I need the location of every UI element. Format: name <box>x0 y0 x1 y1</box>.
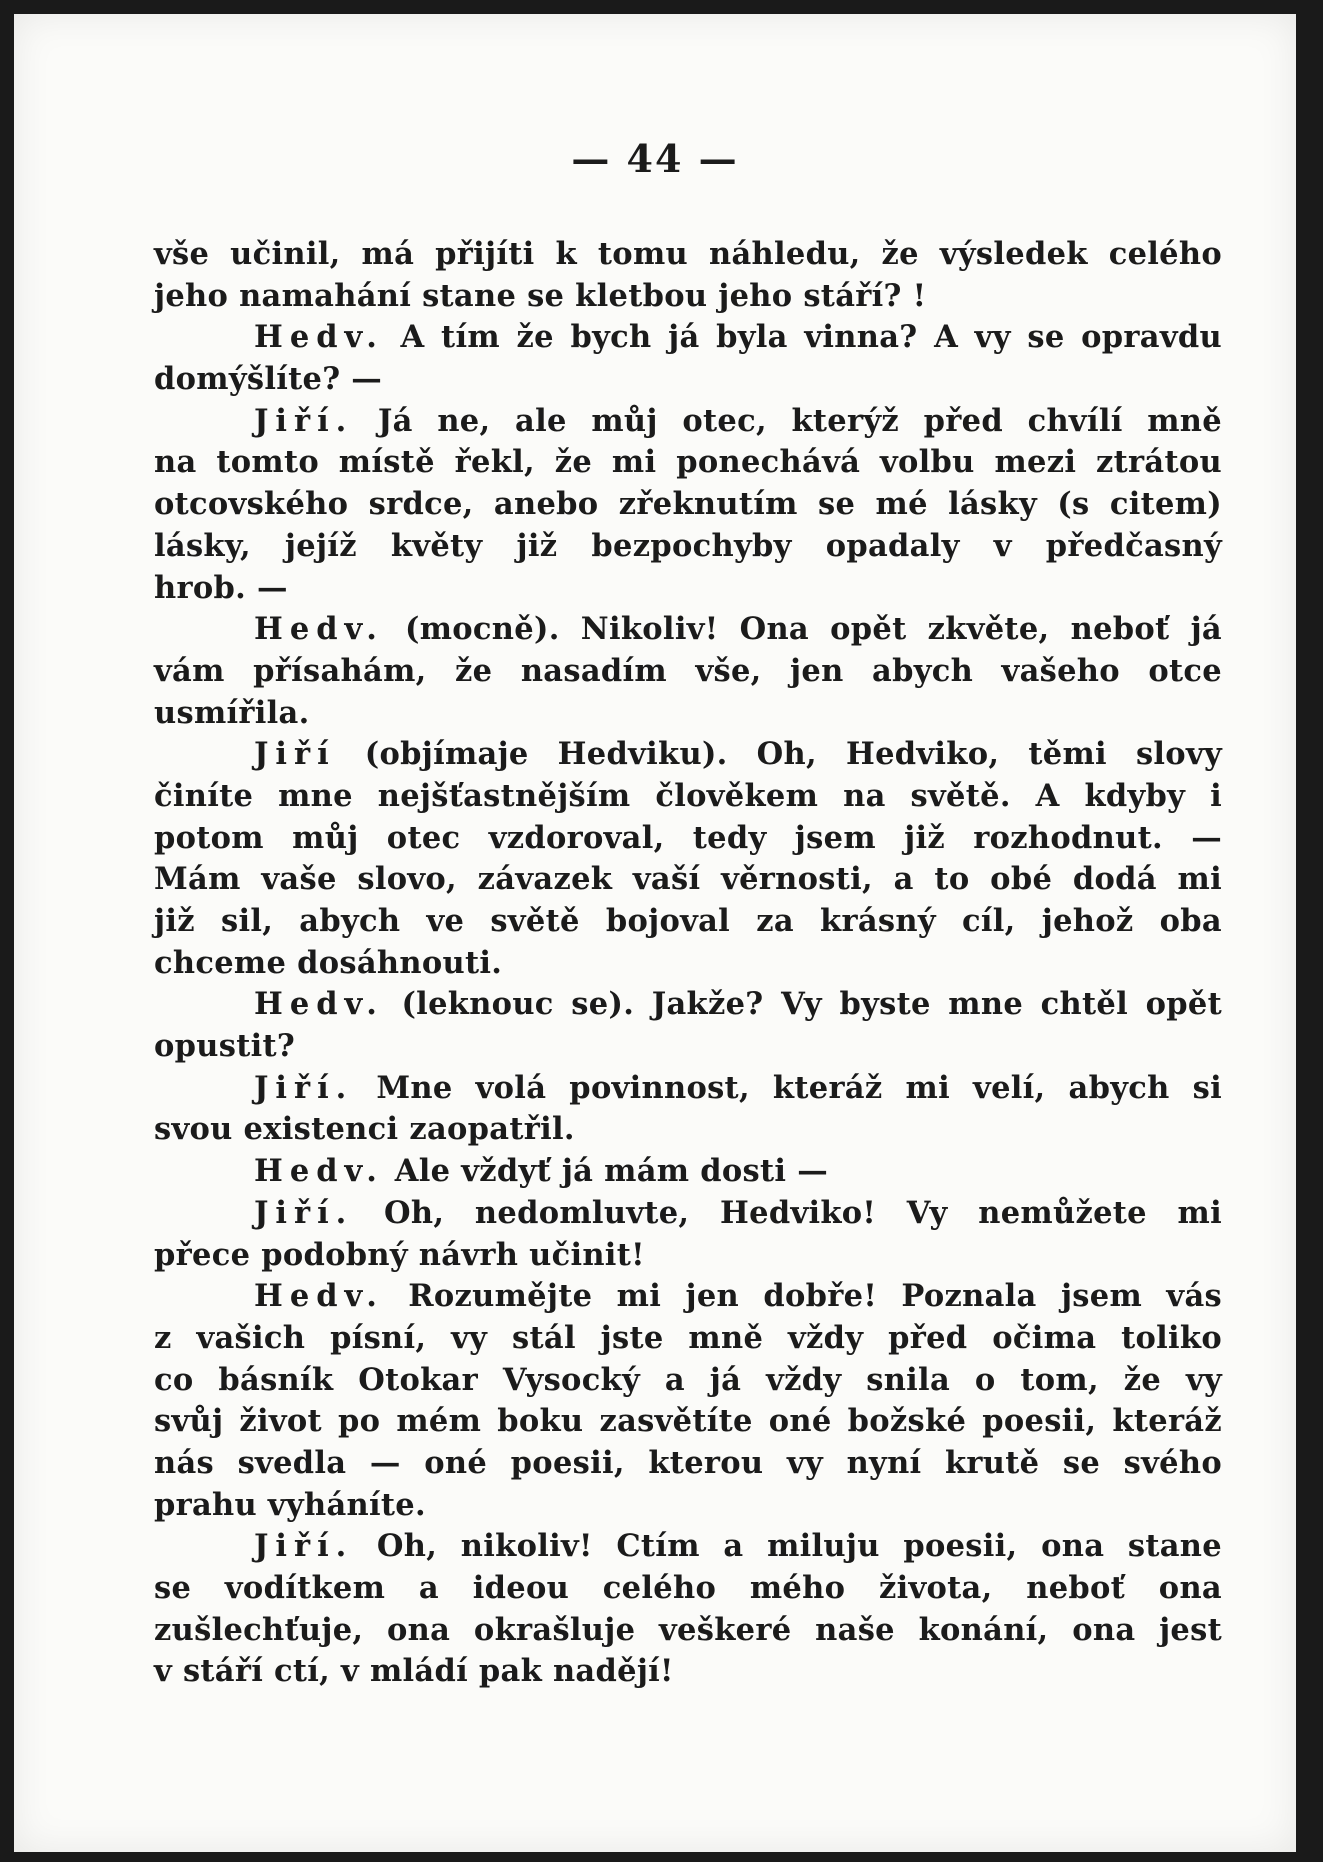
line-text: chceme dosáhnouti. <box>154 944 503 981</box>
text-line <box>154 568 1222 610</box>
speaker-name: Jiří. <box>254 1194 354 1231</box>
line-text: prahu vyháníte. <box>154 1486 426 1523</box>
speaker-name: Hedv. <box>254 611 384 648</box>
text-line <box>154 1151 1222 1193</box>
line-text: již sil, abych ve světě bojoval za krásný cíl, jehož oba <box>154 903 1222 939</box>
line-text: v stáří ctí, v mládí pak nadějí! <box>154 1653 674 1690</box>
text-line <box>154 442 1222 484</box>
text-line <box>154 1568 1222 1610</box>
speaker-name: Jiří. <box>254 1069 354 1106</box>
line-text: (leknouc se). Jakže? Vy byste mne chtěl opět <box>383 986 1222 1023</box>
text-line <box>154 776 1222 818</box>
line-text: lásky, jejíž květy již bezpochyby opadaly v předčasný <box>154 527 1222 564</box>
text-line <box>154 734 1222 776</box>
book-page <box>14 14 1296 1852</box>
line-text: nás svedla — oné poesii, kterou vy nyní krutě se svého <box>154 1444 1222 1481</box>
text-line <box>154 984 1222 1026</box>
text-line <box>154 901 1222 943</box>
line-text: zušlechťuje, ona okrašluje veškeré naše konání, ona jest <box>154 1611 1222 1648</box>
line-text: vám přísahám, že nasadím vše, jen abych vašeho otce <box>154 652 1222 689</box>
line-text: na tomto místě řekl, že mi ponechává volbu mezi ztrátou <box>154 444 1222 481</box>
text-line <box>154 359 1222 401</box>
line-text: Mne volá povinnost, kteráž mi velí, abych si <box>353 1069 1222 1106</box>
line-text: Ale vždyť já mám dosti — <box>383 1153 828 1190</box>
line-text: činíte mne nejšťastnějším člověkem na světě. A kdyby i <box>154 777 1222 814</box>
line-text: co básník Otokar Vysocký a já vždy snila o tom, že vy <box>154 1361 1222 1398</box>
text-line <box>154 859 1222 901</box>
text-line <box>154 1026 1222 1068</box>
text-line <box>154 651 1222 693</box>
speaker-name: Hedv. <box>254 986 384 1023</box>
text-line <box>154 1235 1222 1277</box>
line-text: potom můj otec vzdoroval, tedy jsem již rozhodnut. — <box>154 819 1222 856</box>
text-line <box>154 526 1222 568</box>
text-line <box>154 693 1222 735</box>
line-text: (objímaje Hedviku). Oh, Hedviko, těmi slovy <box>335 736 1222 773</box>
line-text: Rozumějte mi jen dobře! Poznala jsem vás <box>383 1278 1222 1315</box>
text-line <box>154 1318 1222 1360</box>
line-text: Mám vaše slovo, závazek vaší věrnosti, a to obé dodá mi <box>154 861 1222 898</box>
text-line <box>154 1068 1222 1110</box>
text-line <box>154 1485 1222 1527</box>
line-text: z vašich písní, vy stál jste mně vždy před očima toliko <box>154 1319 1222 1356</box>
line-text: domýšlíte? — <box>154 361 383 398</box>
line-text: Oh, nedomluvte, Hedviko! Vy nemůžete mi <box>353 1194 1222 1231</box>
text-line <box>154 1360 1222 1402</box>
text-line <box>154 1401 1222 1443</box>
line-text: svůj život po mém boku zasvětíte oné božské poesii, kteráž <box>154 1403 1222 1440</box>
text-line <box>154 276 1222 318</box>
speaker-name: Jiří <box>254 736 336 773</box>
speaker-name: Jiří. <box>254 1528 354 1565</box>
speaker-name: Hedv. <box>254 1278 384 1315</box>
speaker-name: Hedv. <box>254 1153 384 1190</box>
line-text: vše učinil, má přijíti k tomu náhledu, že výsledek celého <box>154 236 1222 272</box>
text-line <box>154 1276 1222 1318</box>
line-text: (mocně). Nikoliv! Ona opět zkvěte, neboť já <box>383 611 1222 648</box>
line-text: se vodítkem a ideou celého mého života, neboť ona <box>154 1570 1222 1606</box>
text-line <box>154 609 1222 651</box>
line-text: Já ne, ale můj otec, kterýž před chvílí mně <box>353 402 1222 439</box>
page-number: — 44 — <box>571 136 739 181</box>
text-line <box>154 484 1222 526</box>
line-text: opustit? <box>154 1028 296 1065</box>
text-line <box>154 818 1222 860</box>
speaker-name: Jiří. <box>254 402 354 439</box>
line-text: A tím že bych já byla vinna? A vy se opravdu <box>383 319 1222 356</box>
line-text: přece podobný návrh učinit! <box>154 1236 645 1273</box>
text-line <box>154 943 1222 985</box>
text-line <box>154 317 1222 359</box>
speaker-name: Hedv. <box>254 319 384 356</box>
text-line <box>154 234 1222 276</box>
text-line <box>154 1193 1222 1235</box>
text-line <box>154 1651 1222 1693</box>
page-text <box>154 234 1222 1693</box>
text-line <box>154 1610 1222 1652</box>
text-line <box>154 401 1222 443</box>
line-text: hrob. — <box>154 569 288 606</box>
line-text: Oh, nikoliv! Ctím a miluju poesii, ona stane <box>353 1528 1222 1565</box>
text-line <box>154 1526 1222 1568</box>
line-text: jeho namahání stane se kletbou jeho stáří? ! <box>154 277 927 314</box>
line-text: otcovského srdce, anebo zřeknutím se mé lásky (s citem) <box>154 486 1222 523</box>
text-line <box>154 1109 1222 1151</box>
line-text: svou existenci zaopatřil. <box>154 1111 575 1148</box>
line-text: usmířila. <box>154 694 310 731</box>
text-line <box>154 1443 1222 1485</box>
